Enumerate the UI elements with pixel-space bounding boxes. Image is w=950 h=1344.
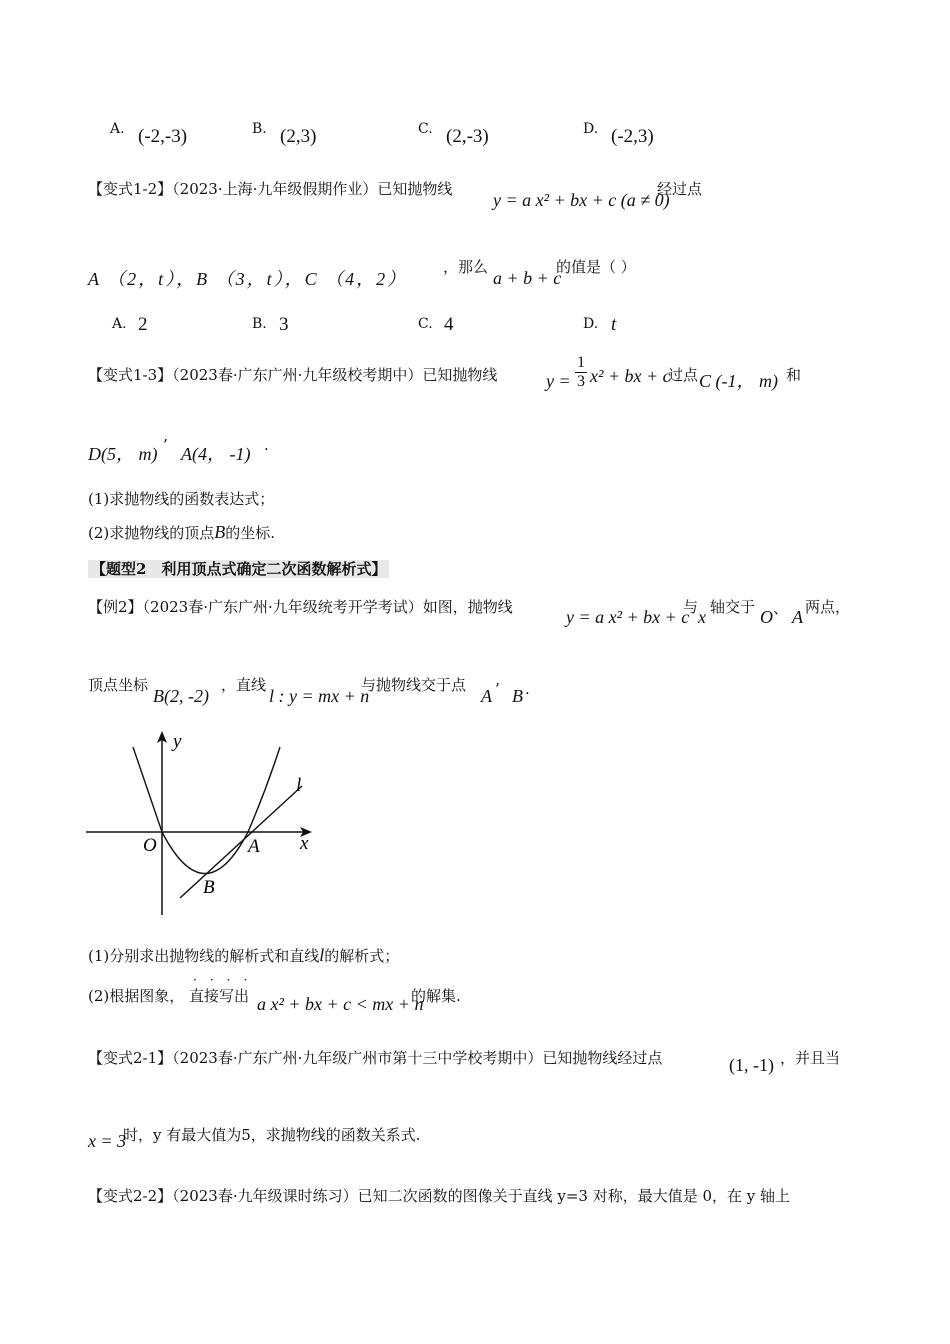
line-l-label: l [296, 775, 302, 796]
ex2-sep2: ’ [495, 680, 500, 698]
v1-3-fraction [575, 354, 587, 391]
ex2-line-eq: l : y = mx + n [269, 686, 370, 706]
v1-3-q2-post: 的坐标. [225, 524, 276, 542]
v2-1-cont: ，并且当 [780, 1049, 841, 1067]
ex2-q1 [88, 945, 399, 966]
ex2-axis-text: 轴交于 [710, 598, 756, 616]
v1-2-points: A （2，t），B （3，t），C （4，2） [88, 269, 408, 289]
ex2-line1 [88, 596, 513, 617]
v1-2-option-c-label: C. [418, 316, 433, 332]
ex2-two-points: 两点， [805, 598, 851, 616]
v1-3-sep: ’ [163, 436, 168, 454]
v1-2-option-b-value: 3 [279, 314, 289, 335]
v1-2-option-b-label: B. [252, 316, 267, 332]
v1-2-option-c-value: 4 [444, 314, 454, 335]
ex2-a: A [792, 607, 803, 627]
v2-1-point: (1, -1) [729, 1055, 774, 1075]
v1-2-option-d-label: D. [583, 316, 599, 332]
topic2-heading [88, 558, 389, 579]
option-d: D. [583, 121, 599, 137]
v2-2-tag: 【变式2-2】 [88, 1187, 173, 1205]
ex2-q2-pre: (2)根据图象， [88, 987, 185, 1005]
ex2-figure [80, 725, 320, 925]
v1-3-line1 [88, 364, 497, 385]
v1-3-pass: 过点 [668, 366, 699, 384]
v1-3-eq-lhs: y = [546, 371, 571, 391]
v1-3-point-a: A(4， -1) [181, 444, 251, 464]
v2-1-x-eq: x = 3 [88, 1131, 127, 1151]
v1-3-source: （2023春·广东广州·九年级校考期中）已知抛物线 [172, 366, 498, 384]
ex2-vertex: B(2, -2) [153, 686, 209, 706]
v2-1-source: （2023春·广东广州·九年级广州市第十三中学校考期中）已知抛物线经过点 [172, 1049, 663, 1067]
v1-2-source: （2023·上海·九年级假期作业）已知抛物线 [172, 180, 453, 198]
ex2-q1-post: 的解析式； [324, 947, 400, 965]
ex2-tag: 【例2】 [88, 598, 143, 616]
x-axis-label: x [300, 833, 309, 854]
v1-3-q2-pre: (2)求抛物线的顶点 [88, 524, 215, 542]
v2-2-text: （2023春·九年级课时练习）已知二次函数的图像关于直线 y=3 对称，最大值是 0，在 y 轴上 [172, 1187, 791, 1205]
topic2-heading-text: 【题型2 利用顶点式确定二次函数解析式】 [88, 560, 389, 578]
option-b-value: (2,3) [280, 126, 317, 147]
origin-label: O [143, 835, 157, 856]
v1-3-frac-num: 1 [577, 354, 585, 371]
option-c-value: (2,-3) [446, 126, 489, 147]
option-c: C. [418, 121, 433, 137]
ex2-q1-var: l [319, 945, 325, 965]
v1-3-eq-rhs: x² + bx + c [590, 366, 671, 386]
v1-2-tail: 的值是（ ） [556, 258, 636, 276]
ex2-with: 与 [683, 598, 699, 616]
ex2-b2: B [512, 686, 523, 706]
v2-2-line1 [88, 1185, 790, 1206]
ex2-axis: x [698, 607, 706, 627]
y-axis-label: y [173, 731, 182, 752]
v1-2-option-a-label: A. [112, 316, 127, 332]
option-a-value: (-2,-3) [138, 126, 188, 147]
v1-3-end: . [264, 436, 269, 454]
option-a: A. [110, 121, 125, 137]
ex2-vertex-label: 顶点坐标 [88, 676, 149, 694]
ex2-sep1: 、 [773, 599, 789, 617]
v1-2-expr: a + b + c [493, 268, 562, 288]
v1-2-line1 [88, 178, 452, 199]
ex2-q2-dotted: 直接写出 [189, 987, 250, 1005]
v1-2-mid: ，那么 [443, 258, 489, 276]
v1-2-tag: 【变式1-2】 [88, 180, 173, 198]
ex2-intersect: 与抛物线交于点 [361, 676, 467, 694]
ex2-end: . [525, 680, 530, 698]
ex2-q1-pre: (1)分别求出抛物线的解析式和直线 [88, 947, 320, 965]
point-b-label: B [203, 877, 215, 898]
emphasis-dots: ···· [193, 973, 261, 987]
v1-3-q2-var: B [214, 522, 226, 542]
point-a-label: A [248, 836, 260, 857]
ex2-q2-post: 的解集. [411, 987, 461, 1005]
ex2-equation: y = a x² + bx + c [566, 607, 690, 627]
option-d-value: (-2,3) [611, 126, 654, 147]
ex2-source: （2023春·广东广州·九年级统考开学考试）如图，抛物线 [142, 598, 513, 616]
v1-3-frac-den: 3 [577, 373, 585, 390]
v1-2-equation: y = a x² + bx + c (a ≠ 0) [493, 190, 670, 210]
line-l [180, 786, 302, 898]
ex2-q2-ineq: a x² + bx + c < mx + n [257, 994, 424, 1014]
ex2-a2: A [481, 686, 492, 706]
v1-2-option-d-value: t [611, 314, 617, 335]
v2-1-tag: 【变式2-1】 [88, 1049, 173, 1067]
v1-3-point-c: C (-1， m) [699, 371, 778, 391]
ex2-o: O [760, 607, 773, 627]
v1-3-q1: (1)求抛物线的函数表达式； [88, 490, 275, 508]
v1-2-option-a-value: 2 [138, 314, 148, 335]
option-b: B. [252, 121, 267, 137]
ex2-line-label: ，直线 [221, 676, 267, 694]
v1-3-and: 和 [786, 366, 802, 384]
v1-3-q2 [88, 522, 275, 543]
v1-3-tag: 【变式1-3】 [88, 366, 173, 384]
v2-1-line1 [88, 1047, 662, 1068]
v1-3-point-d: D(5， m) [88, 444, 158, 464]
v1-2-after: 经过点 [657, 180, 703, 198]
v2-1-rest: 时，y 有最大值为5，求抛物线的函数关系式. [123, 1126, 421, 1144]
